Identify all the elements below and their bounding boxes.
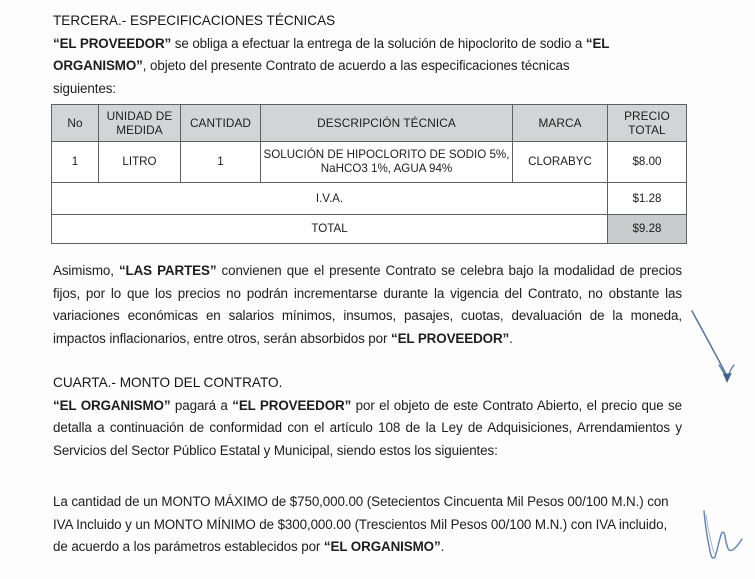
term-monto-minimo: MONTO MÍNIMO: [153, 516, 256, 532]
amounts-seg-11: .: [440, 539, 445, 554]
column-header-precio-total: PRECIO TOTAL: [608, 105, 687, 142]
term-el-organismo: “EL ORGANISMO”: [53, 397, 171, 413]
clause-tercera-line-2: [53, 55, 682, 78]
term-el-proveedor: “EL PROVEEDOR”: [53, 35, 172, 51]
cell-precio-total: $8.00: [608, 142, 687, 183]
term-el-proveedor-2: “EL PROVEEDOR”: [390, 330, 510, 346]
clause-tercera-line-2-text: , objeto del presente Contrato de acuerdo a las especificaciones técnicas: [142, 58, 570, 73]
fixed-prices-seg-5: .: [509, 330, 513, 346]
handwritten-signature-mark: [694, 505, 750, 569]
clause-cuarta-paragraph: [53, 395, 682, 463]
clause-cuarta-heading: CUARTA.- MONTO DEL CONTRATO.: [53, 375, 283, 390]
handwritten-arrow-annotation: [678, 305, 748, 395]
column-header-cantidad: CANTIDAD: [181, 105, 261, 142]
cell-marca: CLORABYC: [513, 142, 608, 183]
column-header-unidad-de-medida: UNIDAD DE MEDIDA: [99, 105, 181, 142]
descripcion-line-2: NaHCO3 1%, AGUA 94%: [320, 162, 453, 175]
table-header: [52, 105, 687, 142]
table-row-total: [52, 215, 687, 244]
cell-cantidad: 1: [181, 142, 261, 183]
value-iva: $1.28: [608, 183, 687, 215]
spacer-1: [53, 350, 682, 372]
term-el-proveedor-3: “EL PROVEEDOR”: [232, 397, 352, 413]
clause-tercera-line-1-text: se obliga a efectuar la entrega de la solución de hipoclorito de sodio a: [171, 35, 586, 51]
column-header-marca: MARCA: [513, 105, 608, 142]
clause-tercera-line-3: siguientes:: [53, 80, 116, 96]
term-el-continued: “EL: [585, 35, 610, 51]
amounts-seg-1: La cantidad de un: [53, 494, 162, 509]
term-monto-maximo: MONTO MÁXIMO: [161, 494, 268, 509]
label-iva: I.V.A.: [52, 183, 608, 215]
specifications-table-container: [51, 104, 680, 244]
value-total: $9.28: [608, 215, 687, 244]
document-body-lower: [53, 260, 682, 559]
descripcion-line-1: SOLUCIÓN DE HIPOCLORITO DE SODIO 5%,: [263, 148, 510, 161]
cell-no: 1: [52, 142, 99, 183]
table-body: [52, 142, 687, 244]
amounts-seg-3: de: [267, 494, 290, 509]
column-header-descripcion-tecnica: DESCRIPCIÓN TÉCNICA: [261, 105, 513, 142]
label-total: TOTAL: [52, 215, 608, 244]
clause-tercera-heading: TERCERA.- ESPECIFICACIONES TÉCNICAS: [53, 13, 336, 28]
fixed-prices-seg-1: Asimismo,: [53, 263, 119, 278]
value-monto-minimo: $300,000.00: [277, 516, 351, 532]
cell-descripcion-tecnica: [261, 142, 513, 183]
clause-tercera-line-1: [53, 33, 682, 56]
document-body: [53, 10, 682, 100]
clause-cuarta-seg-2: pagará a: [170, 397, 233, 413]
column-header-no: No: [52, 105, 99, 142]
fixed-prices-seg-3: convienen que el presente Contrato se celebra bajo la modalidad de precios fijos, por lo que los precios no podrán incrementarse durante la vigencia del Contrato, no obstante las variaciones económicas en salarios mínimos, insumos, pasajes, cuotas, devaluación de la moneda, impactos inflacionarios, entre otros, serán absorbidos por: [53, 263, 683, 346]
spacer-3: [53, 484, 682, 491]
fixed-prices-paragraph: [53, 260, 682, 350]
amounts-paragraph: [53, 491, 682, 559]
amounts-seg-7: de: [255, 516, 278, 532]
specifications-table: [51, 104, 687, 244]
table-header-row: [52, 105, 687, 142]
table-row: [52, 142, 687, 183]
cell-unidad-de-medida: LITRO: [99, 142, 181, 183]
term-las-partes: “LAS PARTES”: [118, 263, 217, 278]
table-row-iva: [52, 183, 687, 215]
clause-cuarta-seg-4: por el objeto de este Contrato Abierto, el precio que se detalla a continuación de conformidad con el artículo 108 de la Ley de Adquisiciones, Arrendamientos y Servicios del Sector Público Estatal y Municipal, siendo estos los siguientes:: [53, 397, 682, 458]
term-el-organismo-2: “EL ORGANISMO”: [323, 539, 441, 554]
spacer-2: [53, 462, 682, 484]
amounts-seg-9: (Trescientos Mil Pesos 00/100 M.N.) con IVA incluido, de acuerdo a los parámetros establecidos por: [53, 516, 668, 554]
term-organismo: ORGANISMO”: [53, 58, 143, 73]
amounts-seg-5: (Setecientos Cincuenta Mil Pesos 00/100 M.N.) con IVA Incluido y un: [53, 494, 669, 532]
value-monto-maximo: $750,000.00: [289, 494, 364, 509]
